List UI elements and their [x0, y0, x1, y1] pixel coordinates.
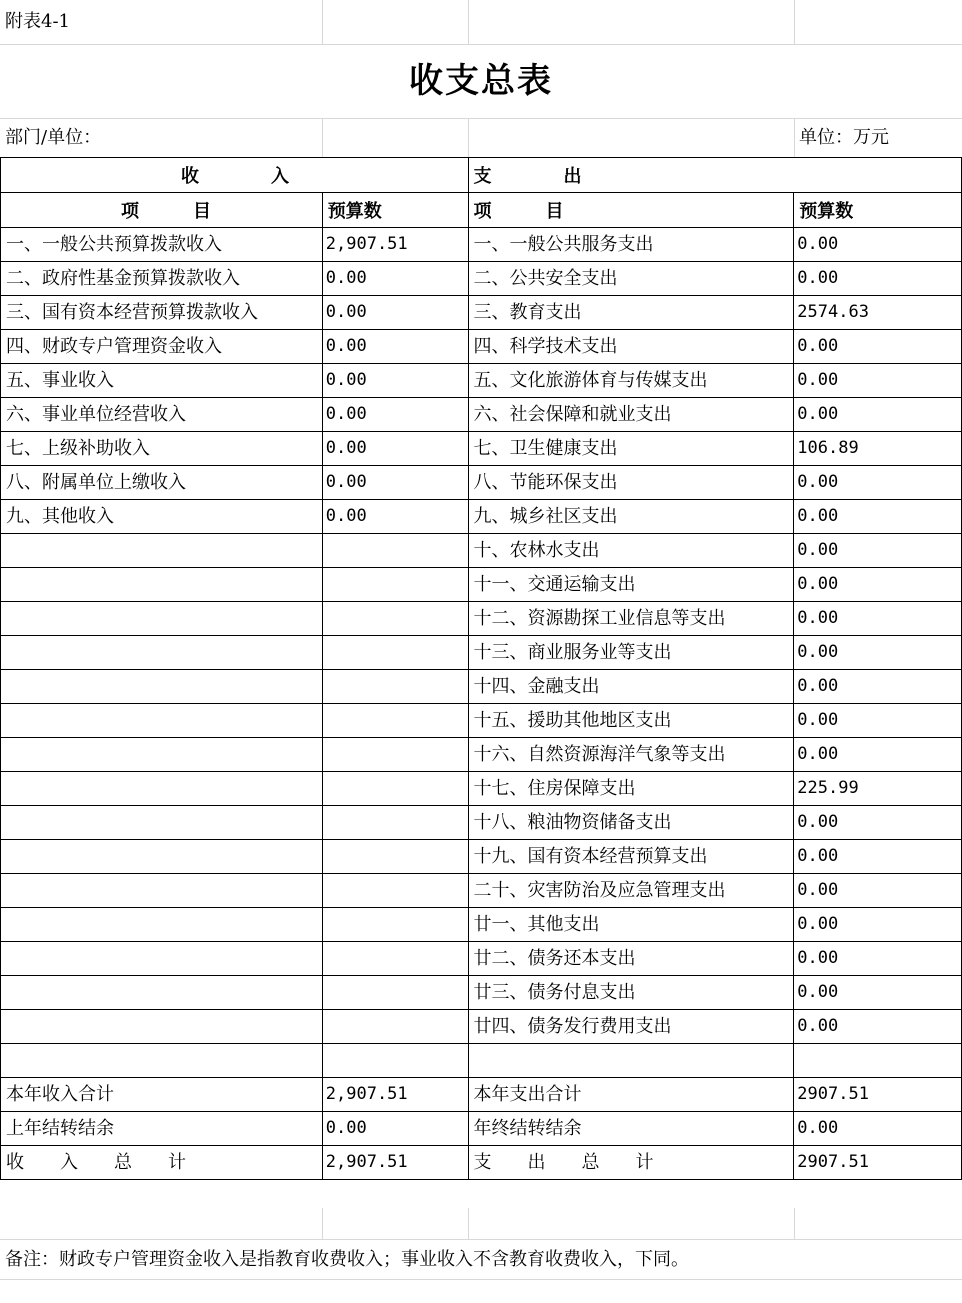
gridline	[468, 118, 469, 157]
gridline	[794, 1208, 795, 1239]
expense-budget-cell: 0.00	[794, 364, 962, 398]
income-item-cell	[1, 636, 323, 670]
gridline	[322, 1208, 323, 1239]
income-budget-cell: 2,907.51	[322, 228, 468, 262]
income-item-cell	[1, 670, 323, 704]
expense-budget-cell: 2907.51	[794, 1146, 962, 1180]
table-row	[1, 228, 962, 262]
income-budget-cell	[322, 602, 468, 636]
expense-budget-cell: 0.00	[794, 704, 962, 738]
expense-item-cell: 十九、国有资本经营预算支出	[468, 840, 794, 874]
income-item-cell	[1, 704, 323, 738]
expense-item-cell: 一、一般公共服务支出	[468, 228, 794, 262]
gridline	[322, 118, 323, 157]
income-item-cell	[1, 534, 323, 568]
income-item-cell: 收 入 总 计	[1, 1146, 323, 1180]
expense-budget-cell: 0.00	[794, 568, 962, 602]
table-row	[1, 500, 962, 534]
table-row	[1, 772, 962, 806]
table-row	[1, 364, 962, 398]
expense-budget-cell: 0.00	[794, 908, 962, 942]
gridline	[468, 1208, 469, 1239]
department-label: 部门/单位：	[5, 127, 102, 148]
table-row	[1, 636, 962, 670]
gridline	[794, 0, 795, 44]
expense-item-cell: 十六、自然资源海洋气象等支出	[468, 738, 794, 772]
expense-budget-cell: 0.00	[794, 806, 962, 840]
col-header-item-text: 项 目	[121, 201, 211, 222]
table-row	[1, 976, 962, 1010]
expense-item-cell: 四、科学技术支出	[468, 330, 794, 364]
income-item-cell	[1, 908, 323, 942]
table-row	[1, 432, 962, 466]
expense-item-cell: 廿一、其他支出	[468, 908, 794, 942]
expense-item-cell: 十、农林水支出	[468, 534, 794, 568]
col-header-budget-right-text: 预算数	[799, 201, 854, 222]
page-title: 收支总表	[409, 61, 553, 101]
table-row	[1, 738, 962, 772]
income-item-cell: 二、政府性基金预算拨款收入	[1, 262, 323, 296]
income-budget-cell: 0.00	[322, 330, 468, 364]
table-row	[1, 534, 962, 568]
table-row	[1, 1112, 962, 1146]
income-item-cell	[1, 840, 323, 874]
section-header-row	[1, 158, 962, 193]
table-row	[1, 262, 962, 296]
gridline	[322, 0, 323, 44]
income-item-cell: 七、上级补助收入	[1, 432, 323, 466]
income-header-text: 收 入	[181, 166, 289, 187]
income-budget-cell	[322, 840, 468, 874]
gridline	[0, 118, 962, 119]
expense-budget-cell: 0.00	[794, 670, 962, 704]
gridline	[468, 0, 469, 44]
col-header-budget-right	[794, 193, 962, 228]
expense-budget-cell: 0.00	[794, 398, 962, 432]
income-item-cell: 三、国有资本经营预算拨款收入	[1, 296, 323, 330]
expense-budget-cell: 0.00	[794, 976, 962, 1010]
income-budget-cell	[322, 908, 468, 942]
income-budget-cell	[322, 704, 468, 738]
expense-item-cell: 六、社会保障和就业支出	[468, 398, 794, 432]
expense-budget-cell: 2907.51	[794, 1078, 962, 1112]
expense-budget-cell: 0.00	[794, 330, 962, 364]
col-header-item-right-text: 项 目	[473, 201, 564, 222]
income-item-cell	[1, 568, 323, 602]
expense-header-text: 支 出	[473, 166, 582, 187]
expense-budget-cell: 0.00	[794, 466, 962, 500]
expense-item-cell: 廿二、债务还本支出	[468, 942, 794, 976]
expense-budget-cell: 0.00	[794, 874, 962, 908]
expense-item-cell: 十一、交通运输支出	[468, 568, 794, 602]
table-row	[1, 840, 962, 874]
expense-item-cell: 八、节能环保支出	[468, 466, 794, 500]
income-item-cell: 九、其他收入	[1, 500, 323, 534]
table-row	[1, 1044, 962, 1078]
gridline	[0, 1239, 962, 1240]
gridline	[0, 1279, 962, 1280]
expense-item-cell: 十三、商业服务业等支出	[468, 636, 794, 670]
unit-label: 单位：万元	[799, 127, 889, 148]
income-budget-cell	[322, 636, 468, 670]
col-header-item-right	[468, 193, 794, 228]
expense-item-cell: 支 出 总 计	[468, 1146, 794, 1180]
expense-budget-cell	[794, 1044, 962, 1078]
income-budget-cell: 2,907.51	[322, 1078, 468, 1112]
table-row	[1, 602, 962, 636]
expense-item-cell: 十四、金融支出	[468, 670, 794, 704]
income-budget-cell	[322, 976, 468, 1010]
income-budget-cell	[322, 738, 468, 772]
income-budget-cell	[322, 1044, 468, 1078]
table-row	[1, 670, 962, 704]
table-row	[1, 908, 962, 942]
income-item-cell: 六、事业单位经营收入	[1, 398, 323, 432]
income-budget-cell	[322, 534, 468, 568]
table-row	[1, 296, 962, 330]
expense-budget-cell: 0.00	[794, 534, 962, 568]
col-header-budget-text: 预算数	[327, 201, 382, 222]
income-budget-cell: 0.00	[322, 296, 468, 330]
income-item-cell: 四、财政专户管理资金收入	[1, 330, 323, 364]
table-row	[1, 1078, 962, 1112]
expense-budget-cell: 0.00	[794, 738, 962, 772]
col-header-budget	[322, 193, 468, 228]
expense-budget-cell: 0.00	[794, 602, 962, 636]
expense-item-cell: 十二、资源勘探工业信息等支出	[468, 602, 794, 636]
income-item-cell	[1, 738, 323, 772]
budget-summary-table	[0, 157, 962, 1180]
expense-budget-cell: 0.00	[794, 636, 962, 670]
income-item-cell	[1, 1010, 323, 1044]
income-budget-cell: 0.00	[322, 1112, 468, 1146]
expense-budget-cell: 0.00	[794, 262, 962, 296]
attachment-label: 附表4-1	[5, 11, 70, 32]
table-row	[1, 942, 962, 976]
expense-item-cell: 廿四、债务发行费用支出	[468, 1010, 794, 1044]
income-budget-cell: 2,907.51	[322, 1146, 468, 1180]
income-budget-cell: 0.00	[322, 398, 468, 432]
income-budget-cell: 0.00	[322, 432, 468, 466]
expense-item-cell: 二、公共安全支出	[468, 262, 794, 296]
footnote: 备注：财政专户管理资金收入是指教育收费收入；事业收入不含教育收费收入，下同。	[5, 1249, 689, 1270]
expense-budget-cell: 0.00	[794, 942, 962, 976]
expense-item-cell: 年终结转结余	[468, 1112, 794, 1146]
income-item-cell: 一、一般公共预算拨款收入	[1, 228, 323, 262]
col-header-item	[1, 193, 323, 228]
income-section-header	[1, 158, 469, 193]
expense-budget-cell: 0.00	[794, 228, 962, 262]
table-row	[1, 398, 962, 432]
income-budget-cell: 0.00	[322, 262, 468, 296]
expense-item-cell: 二十、灾害防治及应急管理支出	[468, 874, 794, 908]
expense-item-cell: 十八、粮油物资储备支出	[468, 806, 794, 840]
income-budget-cell	[322, 568, 468, 602]
income-item-cell	[1, 874, 323, 908]
income-budget-cell: 0.00	[322, 364, 468, 398]
expense-budget-cell: 0.00	[794, 1112, 962, 1146]
income-item-cell: 八、附属单位上缴收入	[1, 466, 323, 500]
expense-item-cell	[468, 1044, 794, 1078]
table-row	[1, 874, 962, 908]
income-item-cell	[1, 976, 323, 1010]
expense-item-cell: 七、卫生健康支出	[468, 432, 794, 466]
income-budget-cell	[322, 1010, 468, 1044]
income-budget-cell	[322, 942, 468, 976]
expense-budget-cell: 0.00	[794, 840, 962, 874]
expense-item-cell: 九、城乡社区支出	[468, 500, 794, 534]
income-item-cell	[1, 942, 323, 976]
expense-item-cell: 本年支出合计	[468, 1078, 794, 1112]
expense-budget-cell: 106.89	[794, 432, 962, 466]
expense-budget-cell: 0.00	[794, 1010, 962, 1044]
table-row	[1, 466, 962, 500]
table-row	[1, 806, 962, 840]
expense-section-header	[468, 158, 961, 193]
expense-item-cell: 廿三、债务付息支出	[468, 976, 794, 1010]
income-item-cell	[1, 772, 323, 806]
column-header-row	[1, 193, 962, 228]
income-budget-cell	[322, 772, 468, 806]
income-budget-cell	[322, 806, 468, 840]
income-item-cell	[1, 1044, 323, 1078]
income-item-cell	[1, 602, 323, 636]
income-budget-cell	[322, 874, 468, 908]
income-item-cell: 本年收入合计	[1, 1078, 323, 1112]
expense-budget-cell: 2574.63	[794, 296, 962, 330]
expense-item-cell: 十五、援助其他地区支出	[468, 704, 794, 738]
table-row	[1, 704, 962, 738]
income-item-cell	[1, 806, 323, 840]
expense-item-cell: 五、文化旅游体育与传媒支出	[468, 364, 794, 398]
income-budget-cell	[322, 670, 468, 704]
income-budget-cell: 0.00	[322, 500, 468, 534]
expense-budget-cell: 0.00	[794, 500, 962, 534]
table-row	[1, 568, 962, 602]
table-row	[1, 330, 962, 364]
income-item-cell: 五、事业收入	[1, 364, 323, 398]
expense-budget-cell: 225.99	[794, 772, 962, 806]
table-row	[1, 1146, 962, 1180]
expense-item-cell: 三、教育支出	[468, 296, 794, 330]
expense-item-cell: 十七、住房保障支出	[468, 772, 794, 806]
income-budget-cell: 0.00	[322, 466, 468, 500]
income-item-cell: 上年结转结余	[1, 1112, 323, 1146]
table-row	[1, 1010, 962, 1044]
